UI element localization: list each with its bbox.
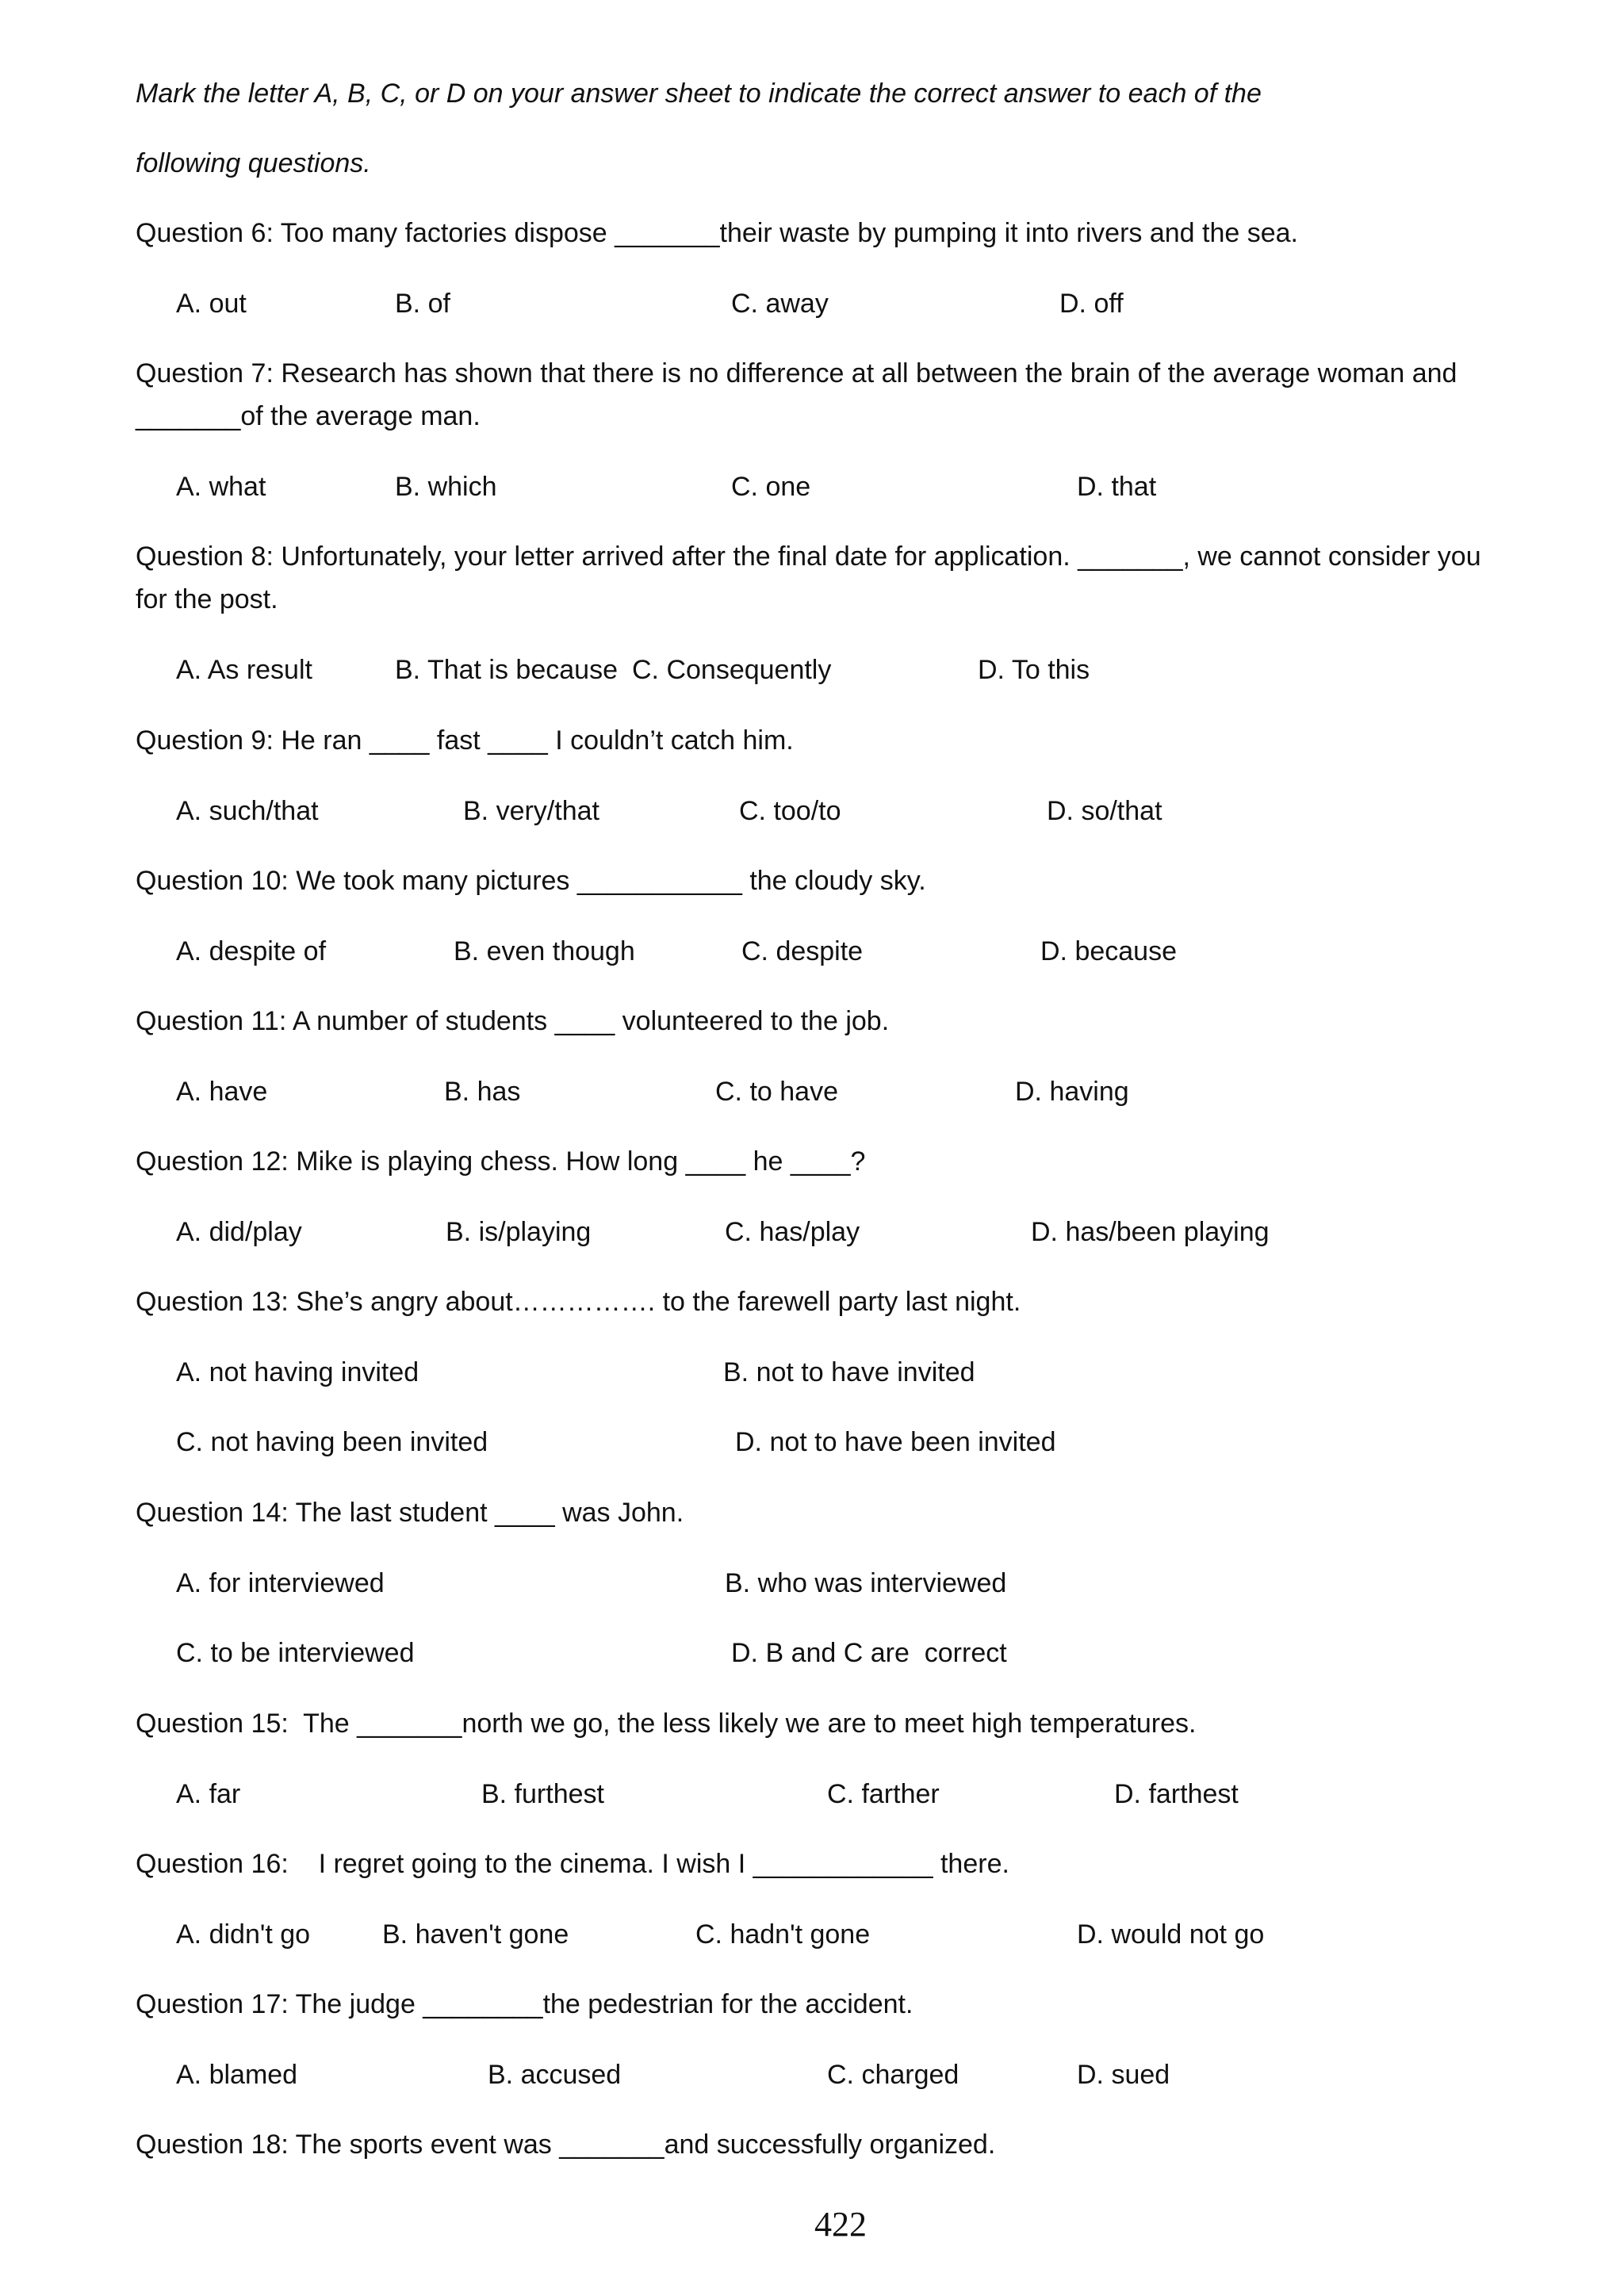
question-8-text: Question 8: Unfortunately, your letter arrived after the final date for application. _______, we cannot consider you for the post. [136, 541, 1481, 614]
question-12-option-c: C. has/play [725, 1217, 860, 1247]
question-11-option-a: A. have [176, 1077, 268, 1107]
question-14-option-d: D. B and C are correct [731, 1638, 1007, 1668]
question-8-option-b: B. That is because [395, 655, 618, 685]
question-7-text: Question 7: Research has shown that there is no difference at all between the brain of the average woman and _______of the average man. [136, 358, 1457, 431]
question-6-text: Question 6: Too many factories dispose _______their waste by pumping it into rivers and the sea. [136, 218, 1299, 248]
instruction-line-1: Mark the letter A, B, C, or D on your answer sheet to indicate the correct answer to each of the [136, 78, 1262, 109]
question-13-option-a: A. not having invited [176, 1357, 419, 1387]
question-16-text: Question 16: I regret going to the cinema. I wish I ____________ there. [136, 1849, 1009, 1879]
question-16-option-d: D. would not go [1077, 1919, 1265, 1950]
question-10-option-a: A. despite of [176, 936, 327, 966]
question-7-option-d: D. that [1077, 472, 1157, 502]
question-6-option-d: D. off [1059, 289, 1124, 319]
question-6-option-a: A. out [176, 289, 247, 319]
question-7-option-c: C. one [731, 472, 811, 502]
question-7-option-b: B. which [395, 472, 497, 502]
question-7-option-a: A. what [176, 472, 266, 502]
question-6-option-c: C. away [731, 289, 829, 319]
question-14-option-b: B. who was interviewed [725, 1568, 1007, 1598]
question-13-option-c: C. not having been invited [176, 1427, 488, 1457]
question-16-option-a: A. didn't go [176, 1919, 311, 1950]
question-13-text: Question 13: She’s angry about……………. to the farewell party last night. [136, 1287, 1021, 1317]
question-15-option-a: A. far [176, 1779, 241, 1809]
question-8-option-c: C. Consequently [632, 655, 832, 685]
question-17-option-d: D. sued [1077, 2060, 1170, 2090]
question-10-option-c: C. despite [741, 936, 864, 966]
question-11-option-d: D. having [1015, 1077, 1129, 1107]
question-14-text: Question 14: The last student ____ was John. [136, 1498, 684, 1528]
question-13-option-b: B. not to have invited [723, 1357, 975, 1387]
question-12-option-a: A. did/play [176, 1217, 302, 1247]
question-17-text: Question 17: The judge ________the pedestrian for the accident. [136, 1989, 914, 2019]
question-12-option-d: D. has/been playing [1031, 1217, 1270, 1247]
question-9-option-c: C. too/to [739, 796, 841, 826]
question-10-option-b: B. even though [454, 936, 635, 966]
question-10-text: Question 10: We took many pictures ___________ the cloudy sky. [136, 866, 926, 896]
question-9-option-b: B. very/that [463, 796, 599, 826]
question-9-text: Question 9: He ran ____ fast ____ I couldn’t catch him. [136, 725, 794, 756]
question-11-option-b: B. has [444, 1077, 521, 1107]
question-6-option-b: B. of [395, 289, 450, 319]
question-11-text: Question 11: A number of students ____ volunteered to the job. [136, 1006, 890, 1036]
question-12-text: Question 12: Mike is playing chess. How long ____ he ____? [136, 1146, 866, 1177]
question-16-option-b: B. haven't gone [382, 1919, 569, 1950]
question-15-option-b: B. furthest [481, 1779, 604, 1809]
question-17-option-b: B. accused [488, 2060, 622, 2090]
question-11-option-c: C. to have [715, 1077, 838, 1107]
question-17-option-a: A. blamed [176, 2060, 298, 2090]
question-13-option-d: D. not to have been invited [735, 1427, 1056, 1457]
question-17-option-c: C. charged [827, 2060, 959, 2090]
question-10-option-d: D. because [1040, 936, 1177, 966]
instruction-line-2: following questions. [136, 148, 371, 178]
question-8-option-d: D. To this [978, 655, 1090, 685]
question-8-option-a: A. As result [176, 655, 312, 685]
question-16-option-c: C. hadn't gone [695, 1919, 871, 1950]
question-15-option-d: D. farthest [1114, 1779, 1239, 1809]
question-12-option-b: B. is/playing [446, 1217, 592, 1247]
question-15-option-c: C. farther [827, 1779, 940, 1809]
question-9-option-a: A. such/that [176, 796, 319, 826]
question-15-text: Question 15: The _______north we go, the less likely we are to meet high temperatures. [136, 1709, 1197, 1739]
question-9-option-d: D. so/that [1047, 796, 1162, 826]
question-14-option-c: C. to be interviewed [176, 1638, 415, 1668]
page-number: 422 [814, 2205, 867, 2244]
question-18-text: Question 18: The sports event was _______and successfully organized. [136, 2130, 996, 2160]
question-14-option-a: A. for interviewed [176, 1568, 385, 1598]
